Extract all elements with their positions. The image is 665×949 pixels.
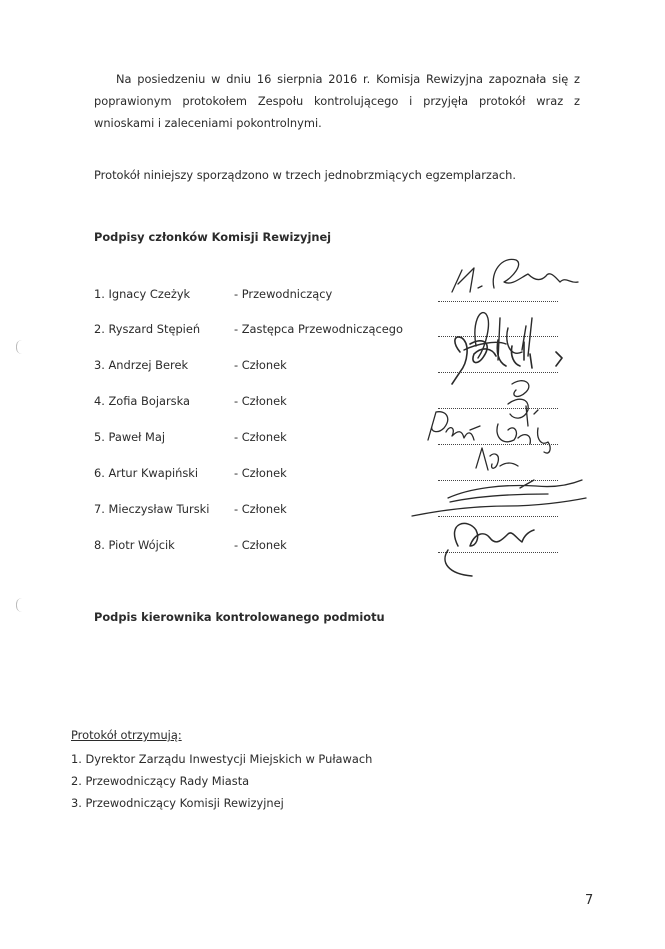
list-item: 1. Dyrektor Zarządu Inwestycji Miejskich w Puławach [71, 752, 373, 766]
member-role: - Przewodniczący [234, 287, 333, 301]
member-name: 1. Ignacy Czeżyk [94, 287, 191, 301]
member-row [94, 358, 564, 376]
punch-hole-mark [16, 598, 23, 612]
member-name: 8. Piotr Wójcik [94, 538, 175, 552]
member-row [94, 322, 564, 340]
member-name: 3. Andrzej Berek [94, 358, 189, 372]
member-role: - Członek [234, 538, 287, 552]
signature-line [438, 408, 558, 409]
signature-line [438, 516, 558, 517]
signature-line [438, 552, 558, 553]
page-number: 7 [585, 893, 594, 908]
member-role: - Członek [234, 430, 287, 444]
list-item: 2. Przewodniczący Rady Miasta [71, 774, 250, 788]
signatures-heading: Podpisy członków Komisji Rewizyjnej [94, 230, 332, 244]
member-row [94, 394, 564, 412]
member-row [94, 466, 564, 484]
member-role: - Członek [234, 466, 287, 480]
signature-line [438, 301, 558, 302]
member-role: - Członek [234, 394, 287, 408]
signature-line [438, 372, 558, 373]
signature-line [438, 480, 558, 481]
intro-paragraph [94, 68, 580, 134]
signature-line [438, 336, 558, 337]
member-row [94, 430, 564, 448]
list-item: 3. Przewodniczący Komisji Rewizyjnej [71, 796, 284, 810]
member-role: - Członek [234, 358, 287, 372]
member-name: 2. Ryszard Stępień [94, 322, 201, 336]
member-role: - Zastępca Przewodniczącego [234, 322, 403, 336]
punch-hole-mark [16, 340, 23, 354]
member-row [94, 287, 564, 305]
recipients-list [71, 750, 372, 816]
intro-text: Na posiedzeniu w dniu 16 sierpnia 2016 r. Komisja Rewizyjna zapoznała się z poprawionym protokołem Zespołu kontrolującego i przyjęła protokół wraz z wnioskami i zaleceniami pokontrolnymi. [94, 72, 580, 130]
member-row [94, 538, 564, 556]
member-role: - Członek [234, 502, 287, 516]
recipients-heading: Protokół otrzymują: [71, 728, 182, 742]
member-name: 6. Artur Kwapiński [94, 466, 199, 480]
member-name: 4. Zofia Bojarska [94, 394, 190, 408]
head-signature-label: Podpis kierownika kontrolowanego podmiotu [94, 610, 385, 624]
copies-paragraph: Protokół niniejszy sporządzono w trzech jednobrzmiących egzemplarzach. [94, 168, 516, 182]
signature-line [438, 444, 558, 445]
member-name: 5. Paweł Maj [94, 430, 165, 444]
member-name: 7. Mieczysław Turski [94, 502, 210, 516]
member-row [94, 502, 564, 520]
